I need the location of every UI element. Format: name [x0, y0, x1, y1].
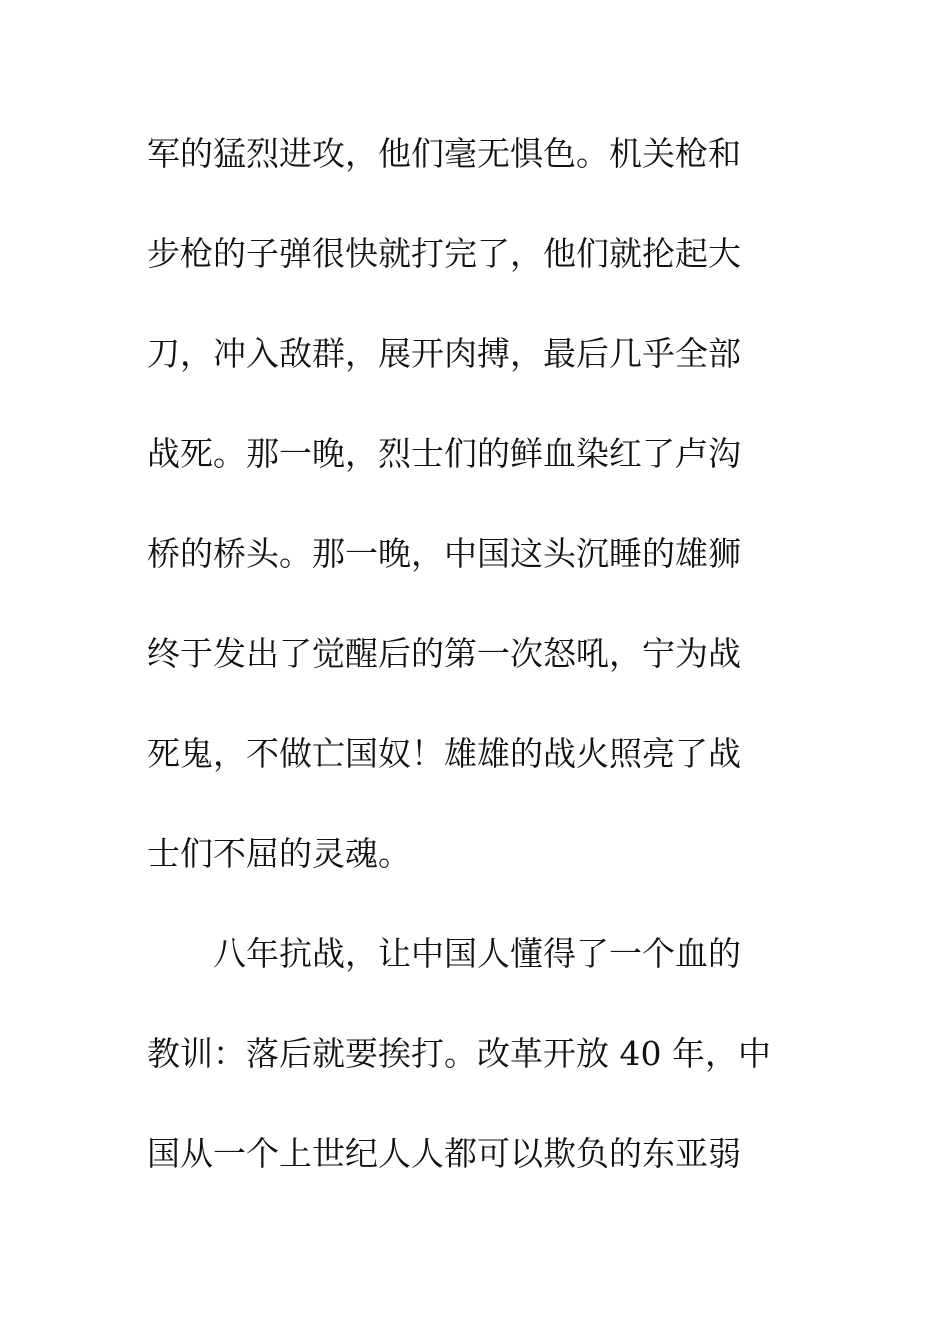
- body-text: [147, 128, 807, 1228]
- text-line: 士们不屈的灵魂。: [147, 834, 411, 873]
- paragraph-start-line: 八年抗战，让中国人懂得了一个血的: [213, 934, 741, 973]
- text-line: 桥的桥头。那一晚，中国这头沉睡的雄狮: [147, 534, 741, 573]
- text-line: 战死。那一晚，烈士们的鲜血染红了卢沟: [147, 434, 741, 473]
- text-line: 步枪的子弹很快就打完了，他们就抡起大: [147, 234, 741, 273]
- text-line: 国从一个上世纪人人都可以欺负的东亚弱: [147, 1134, 741, 1173]
- text-line: 死鬼，不做亡国奴！雄雄的战火照亮了战: [147, 734, 741, 773]
- text-line: 教训：落后就要挨打。改革开放 40 年，中: [147, 1034, 771, 1073]
- text-line: 终于发出了觉醒后的第一次怒吼，宁为战: [147, 634, 741, 673]
- text-line: 军的猛烈进攻，他们毫无惧色。机关枪和: [147, 134, 741, 173]
- text-line: 刀，冲入敌群，展开肉搏，最后几乎全部: [147, 334, 741, 373]
